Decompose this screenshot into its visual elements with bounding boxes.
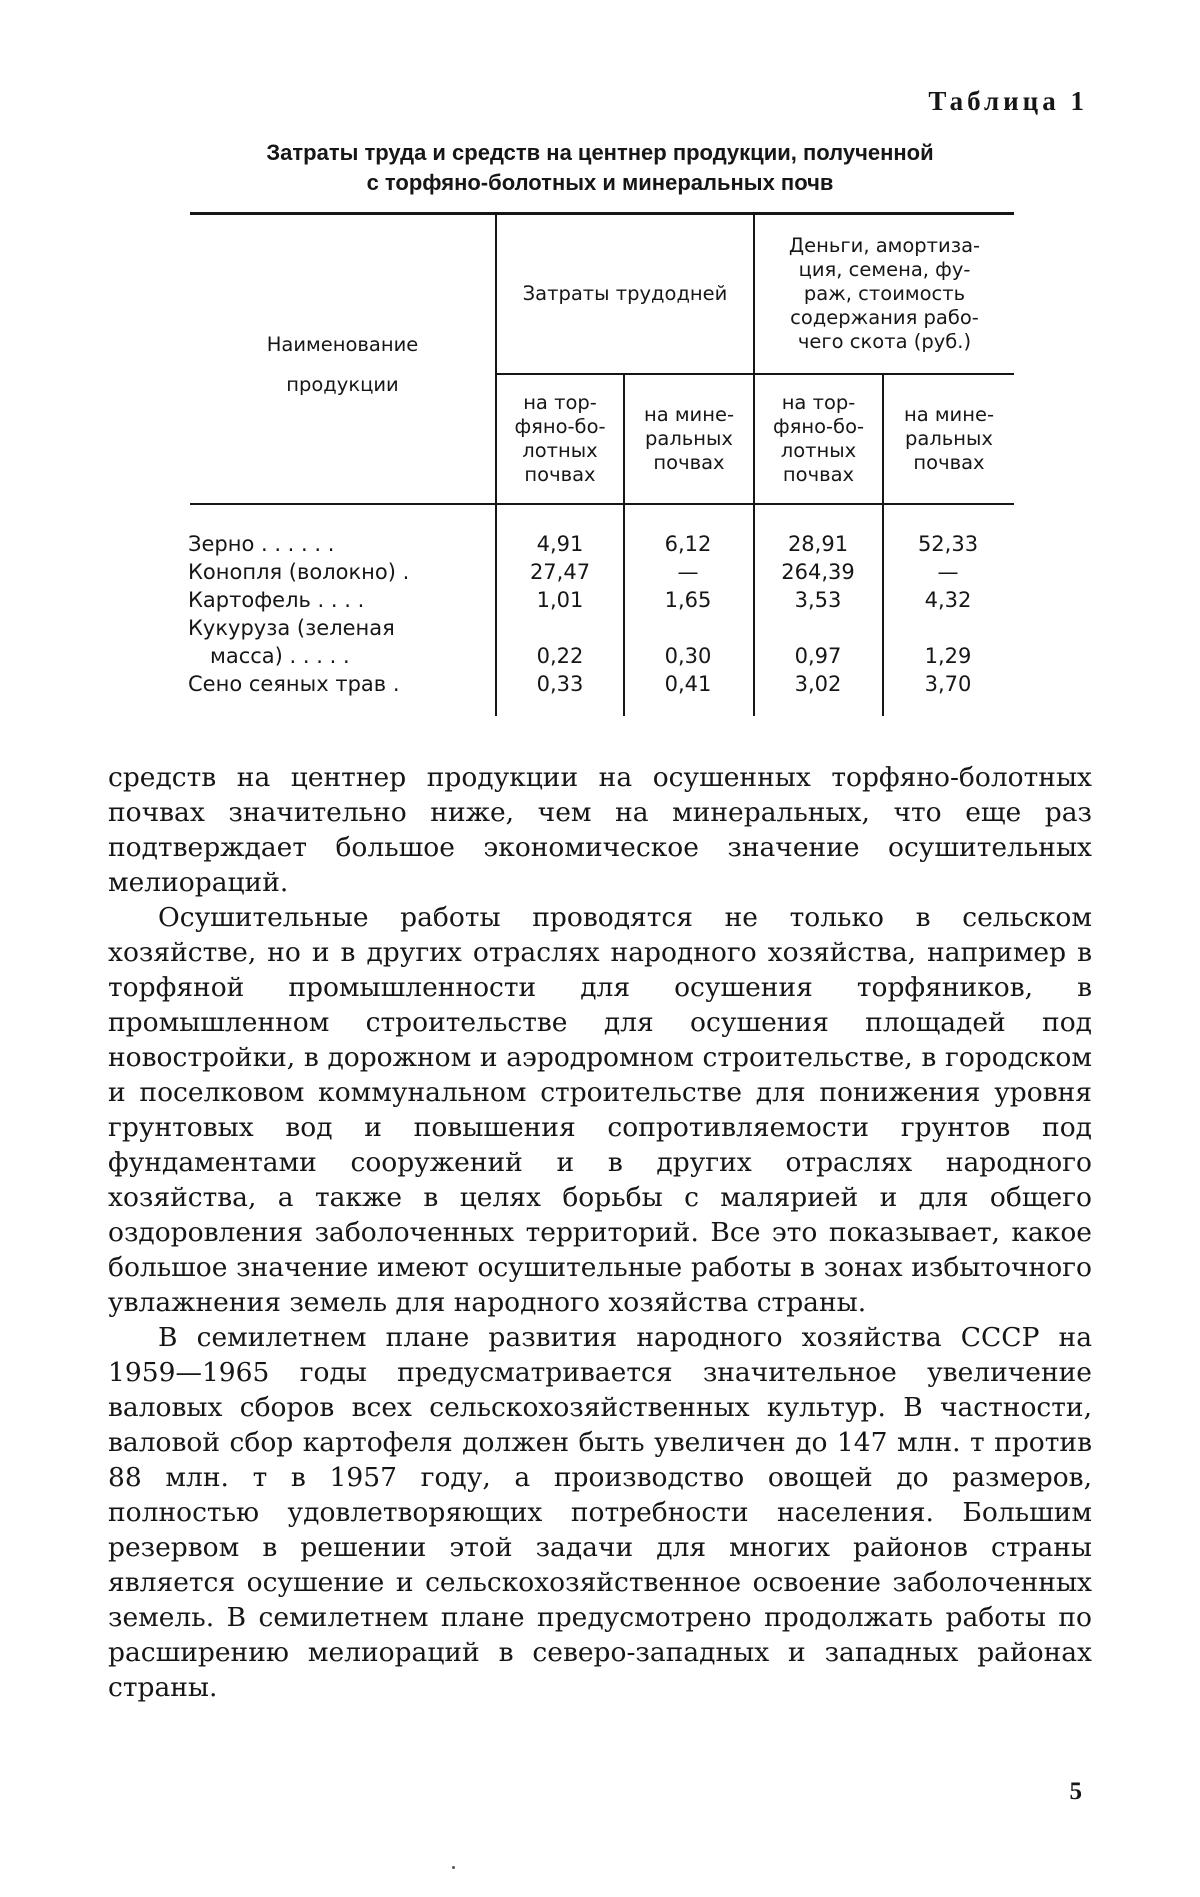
- body-text: [108, 760, 1092, 1705]
- header-product: [190, 300, 495, 430]
- table-cell: 27,47: [500, 560, 620, 584]
- table-cell: 264,39: [758, 560, 878, 584]
- header-product-text: Наименование продукции: [267, 325, 419, 405]
- table-cell: 1,01: [500, 588, 620, 612]
- caption-line: Затраты труда и средств на центнер продукции, полученной: [180, 138, 1020, 168]
- header-bottom-rule: [190, 503, 1014, 505]
- table-cell: 4,91: [500, 532, 620, 556]
- header-money-peat: [755, 375, 882, 503]
- table-cell: 3,70: [888, 672, 1008, 696]
- header-labor-peat: [497, 375, 623, 503]
- row-name: Картофель . . . .: [188, 588, 364, 612]
- table-cell: 0,33: [500, 672, 620, 696]
- row-name: Зерно . . . . . .: [188, 532, 334, 556]
- table-cell: 0,30: [628, 644, 748, 668]
- paragraph: Осушительные работы проводятся не только в сельском хозяйстве, но и в других отраслях народного хозяйства, например в торфяной промышленности для осушения торфяников, в промышленном строительстве для осушения площадей под новостройки, в дорожном и аэродромном строительстве, в городском и поселковом коммунальном строительстве для понижения уровня грунтовых вод и повышения сопротивляемости грунтов под фундаментами сооружений и в других отраслях народного хозяйства, а также в целях борьбы с малярией и для общего оздоровления заболоченных территорий. Все это показывает, какое большое значение имеют осушительные работы в зонах избыточного увлажнения земель для народного хозяйства страны.: [108, 900, 1092, 1320]
- table-cell: —: [628, 560, 748, 584]
- header-labor: [497, 215, 753, 373]
- row-name: Кукуруза (зеленая: [188, 616, 395, 640]
- table-cell: 3,02: [758, 672, 878, 696]
- paragraph: средств на центнер продукции на осушенных торфяно-болотных почвах значительно ниже, чем на минеральных, что еще раз подтверждает большое экономическое значение осушительных мелиораций.: [108, 760, 1092, 900]
- table-cell: 6,12: [628, 532, 748, 556]
- table-cell: 1,65: [628, 588, 748, 612]
- table-cell: 3,53: [758, 588, 878, 612]
- header-money-mineral-text: на мине- ральных почвах: [904, 403, 994, 475]
- table-label: Таблица 1: [928, 86, 1088, 117]
- table-cell: —: [888, 560, 1008, 584]
- page-number: 5: [1070, 1778, 1083, 1806]
- header-labor-peat-text: на тор- фяно-бо- лотных почвах: [514, 391, 605, 487]
- table-cell: 4,32: [888, 588, 1008, 612]
- header-labor-text: Затраты трудодней: [523, 282, 728, 306]
- table-cell: 0,97: [758, 644, 878, 668]
- table-cell: 28,91: [758, 532, 878, 556]
- header-labor-mineral-text: на мине- ральных почвах: [644, 403, 734, 475]
- scan-speck: [452, 1866, 455, 1869]
- row-name: масса) . . . . .: [210, 644, 350, 668]
- paragraph: В семилетнем плане развития народного хозяйства СССР на 1959—1965 годы предусматривается значительное увеличение валовых сборов всех сельскохозяйственных культур. В частности, валовой сбор картофеля должен быть увеличен до 147 млн. т против 88 млн. т в 1957 году, а производство овощей до размеров, полностью удовлетворяющих потребности населения. Большим резервом в решении этой задачи для многих районов страны является осушение и сельскохозяйственное освоение заболоченных земель. В семилетнем плане предусмотрено продолжать работы по расширению мелиораций в северо-западных и западных районах страны.: [108, 1320, 1092, 1705]
- table-cell: 0,22: [500, 644, 620, 668]
- row-name: Сено сеяных трав .: [188, 672, 400, 696]
- row-name: Конопля (волокно) .: [188, 560, 409, 584]
- header-labor-mineral: [625, 375, 753, 503]
- header-money-text: Деньги, амортиза- ция, семена, фу- раж, стоимость содержания рабо- чего скота (руб.): [789, 234, 980, 354]
- header-money-peat-text: на тор- фяно-бо- лотных почвах: [773, 391, 864, 487]
- table-cell: 1,29: [888, 644, 1008, 668]
- caption-line: с торфяно-болотных и минеральных почв: [180, 168, 1020, 198]
- table-cell: 52,33: [888, 532, 1008, 556]
- header-money: [755, 215, 1014, 373]
- table-cell: 0,41: [628, 672, 748, 696]
- table-caption: [180, 138, 1020, 198]
- header-money-mineral: [884, 375, 1014, 503]
